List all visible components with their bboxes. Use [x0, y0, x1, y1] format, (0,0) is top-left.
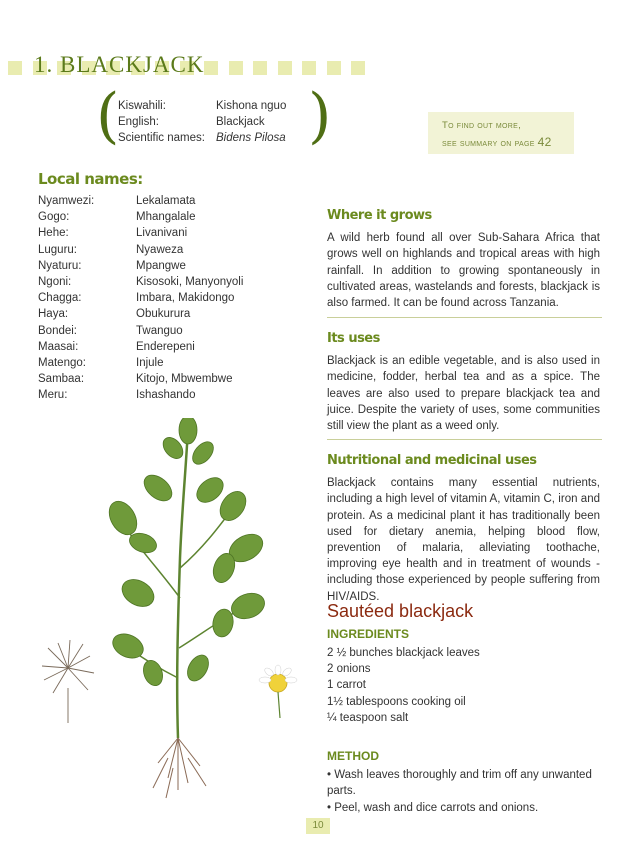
method-section — [327, 748, 602, 816]
find-out-more-box — [428, 112, 574, 154]
tribe: Matengo: — [38, 357, 86, 370]
local-name: Imbara, Makidongo — [136, 292, 235, 305]
local-name: Mpangwe — [136, 259, 186, 272]
list-item — [38, 193, 243, 209]
recipe-title: Sautéed blackjack — [327, 601, 474, 621]
tribe: Gogo: — [38, 211, 70, 224]
local-name: Lekalamata — [136, 195, 196, 207]
section-divider — [327, 439, 602, 440]
section-text: Blackjack is an edible vegetable, and is also used in medicine, fodder, herbal tea and as a spice. The leaves are also used to prepare blackjack tea and juice. Despite the variety of uses, some communities still view the plant as a weed only. — [327, 355, 600, 433]
section-heading: Nutritional and medicinal uses — [327, 453, 537, 468]
local-name: Enderepeni — [136, 340, 195, 353]
list-item — [38, 274, 243, 290]
section-divider — [327, 317, 602, 318]
list-item: 1½ tablespoons cooking oil — [327, 695, 466, 708]
tribe: Ngoni: — [38, 276, 72, 289]
list-item: 2 onions — [327, 663, 371, 676]
name-label: Scientific names: — [118, 132, 205, 144]
list-item — [38, 339, 243, 355]
method-heading: METHOD — [327, 749, 379, 763]
name-label: Kiswahili: — [118, 100, 166, 112]
local-names-heading: Local names: — [38, 170, 143, 188]
tribe: Nyaturu: — [38, 259, 82, 272]
tribe: Hehe: — [38, 227, 69, 240]
find-out-line: To find out more, — [442, 120, 522, 131]
tribe: Sambaa: — [38, 373, 85, 386]
tribe: Nyamwezi: — [38, 195, 95, 207]
local-name: Obukurura — [136, 308, 191, 321]
page-title: 1. BLACKJACK — [34, 52, 205, 77]
left-brace: ( — [96, 81, 120, 151]
list-item: ¼ teaspoon salt — [327, 711, 409, 724]
list-item — [38, 306, 243, 322]
list-item: • Wash leaves thoroughly and trim off any unwanted parts. — [327, 769, 592, 798]
section-heading: Where it grows — [327, 208, 432, 223]
section-heading: Its uses — [327, 331, 380, 346]
name-label: English: — [118, 116, 159, 128]
section-text: A wild herb found all over Sub-Sahara Africa that grows well on highlands and tropical areas with high rainfall. In addition to growing spontaneously in cultivated areas, wastelands and forests, blackjack is also farmed. It can be found across Tanzania. — [327, 232, 600, 310]
local-name: Twanguo — [136, 324, 183, 337]
name-value: Kishona nguo — [216, 100, 287, 112]
local-name: Kisosoki, Manyonyoli — [136, 276, 244, 289]
list-item: 2 ½ bunches blackjack leaves — [327, 647, 480, 659]
ingredients-heading: INGREDIENTS — [327, 627, 410, 641]
tribe: Maasai: — [38, 340, 79, 353]
list-item: • Peel, wash and dice carrots and onions. — [327, 801, 539, 814]
local-name: Ishashando — [136, 389, 196, 402]
blackjack-plant-illustration — [28, 418, 298, 808]
find-out-line: see summary on page — [442, 138, 535, 149]
name-value: Blackjack — [216, 116, 265, 128]
its-uses-section — [327, 331, 600, 434]
common-names-table — [118, 98, 286, 146]
ingredients-list — [327, 645, 480, 726]
summary-page-ref: 42 — [537, 135, 552, 149]
nutritional-section — [327, 453, 600, 605]
list-item — [38, 225, 243, 241]
tribe: Luguru: — [38, 243, 78, 256]
tribe: Chagga: — [38, 292, 82, 305]
right-brace: ) — [308, 81, 332, 151]
section-text: Blackjack contains many essential nutrients, including a high level of vitamin A, vitamin C, iron and protein. As a medicinal plant it has traditionally been used for dietary anemia, helping blood flow, prevention of malaria, alleviating toothache, improving eye health and in treatment of wounds - including those experienced by people suffering from HIV/AIDS. — [327, 477, 600, 603]
list-item: 1 carrot — [327, 679, 366, 692]
page-number: 10 — [306, 818, 330, 834]
list-item — [38, 290, 243, 306]
local-name: Mhangalale — [136, 211, 196, 224]
list-item — [38, 371, 243, 387]
tribe: Haya: — [38, 308, 69, 321]
list-item — [38, 242, 243, 258]
local-name: Injule — [136, 357, 164, 370]
list-item — [38, 323, 243, 339]
where-it-grows-section — [327, 208, 600, 311]
tribe: Meru: — [38, 389, 68, 402]
scientific-name: Bidens Pilosa — [216, 132, 286, 144]
local-name: Livanivani — [136, 227, 188, 240]
local-name: Nyaweza — [136, 243, 184, 256]
list-item — [38, 355, 243, 371]
list-item — [38, 387, 243, 403]
tribe: Bondei: — [38, 324, 78, 337]
local-name: Kitojo, Mbwembwe — [136, 373, 233, 386]
local-names-list — [38, 193, 243, 404]
list-item — [38, 209, 243, 225]
list-item — [38, 258, 243, 274]
